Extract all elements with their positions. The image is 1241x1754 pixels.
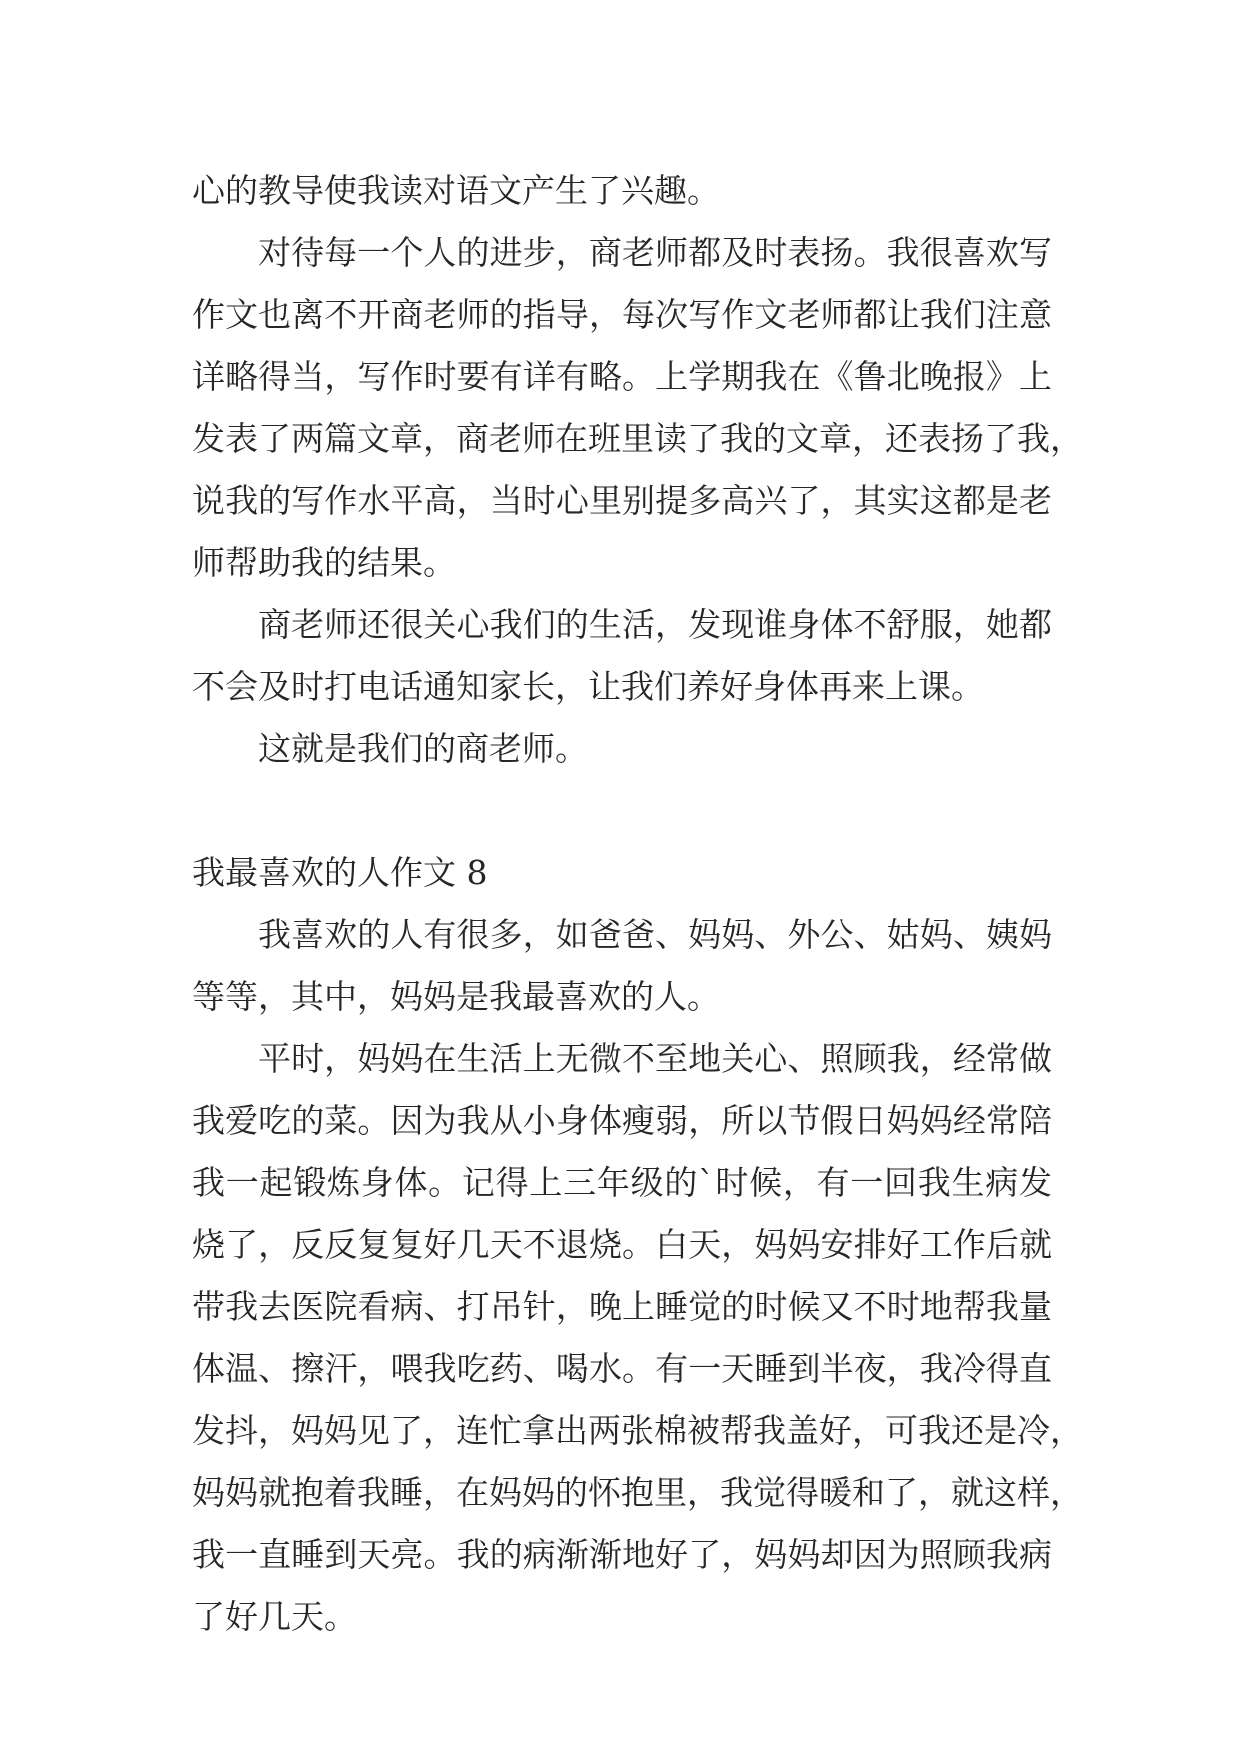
text-line: 妈妈就抱着我睡，在妈妈的怀抱里，我觉得暖和了，就这样， [192,1473,1083,1512]
text-line: 烧了，反反复复好几天不退烧。白天，妈妈安排好工作后就 [192,1225,1052,1264]
text-line: 我一起锻炼身体。记得上三年级的`时候，有一回我生病发 [192,1163,1052,1202]
text-line: 作文也离不开商老师的指导，每次写作文老师都让我们注意 [192,295,1052,334]
paragraph-first-line: 对待每一个人的进步，商老师都及时表扬。我很喜欢写 [258,233,1052,272]
section-title: 我最喜欢的人作文 8 [192,853,488,892]
text-line: 发抖，妈妈见了，连忙拿出两张棉被帮我盖好，可我还是冷， [192,1411,1083,1450]
text-line: 发表了两篇文章，商老师在班里读了我的文章，还表扬了我， [192,419,1083,458]
paragraph-first-line: 平时，妈妈在生活上无微不至地关心、照顾我，经常做 [258,1039,1052,1078]
text-line: 我一直睡到天亮。我的病渐渐地好了，妈妈却因为照顾我病 [192,1535,1052,1574]
text-line: 不会及时打电话通知家长，让我们养好身体再来上课。 [192,667,984,706]
document-body [192,160,1083,1648]
paragraph-first-line: 我喜欢的人有很多，如爸爸、妈妈、外公、姑妈、姨妈 [258,915,1052,954]
text-line: 说我的写作水平高，当时心里别提多高兴了，其实这都是老 [192,481,1052,520]
paragraph-first-line: 这就是我们的商老师。 [258,729,588,768]
text-line: 师帮助我的结果。 [192,543,456,582]
text-line: 体温、擦汗，喂我吃药、喝水。有一天睡到半夜，我冷得直 [192,1349,1052,1388]
text-line: 我爱吃的菜。因为我从小身体瘦弱，所以节假日妈妈经常陪 [192,1101,1052,1140]
text-line: 带我去医院看病、打吊针，晚上睡觉的时候又不时地帮我量 [192,1287,1052,1326]
text-line: 心的教导使我读对语文产生了兴趣。 [192,171,720,210]
text-line: 了好几天。 [192,1597,357,1636]
text-line: 等等，其中，妈妈是我最喜欢的人。 [192,977,720,1016]
paragraph-first-line: 商老师还很关心我们的生活，发现谁身体不舒服，她都 [258,605,1052,644]
text-line: 详略得当，写作时要有详有略。上学期我在《鲁北晚报》上 [192,357,1052,396]
section-spacer [192,780,1052,842]
